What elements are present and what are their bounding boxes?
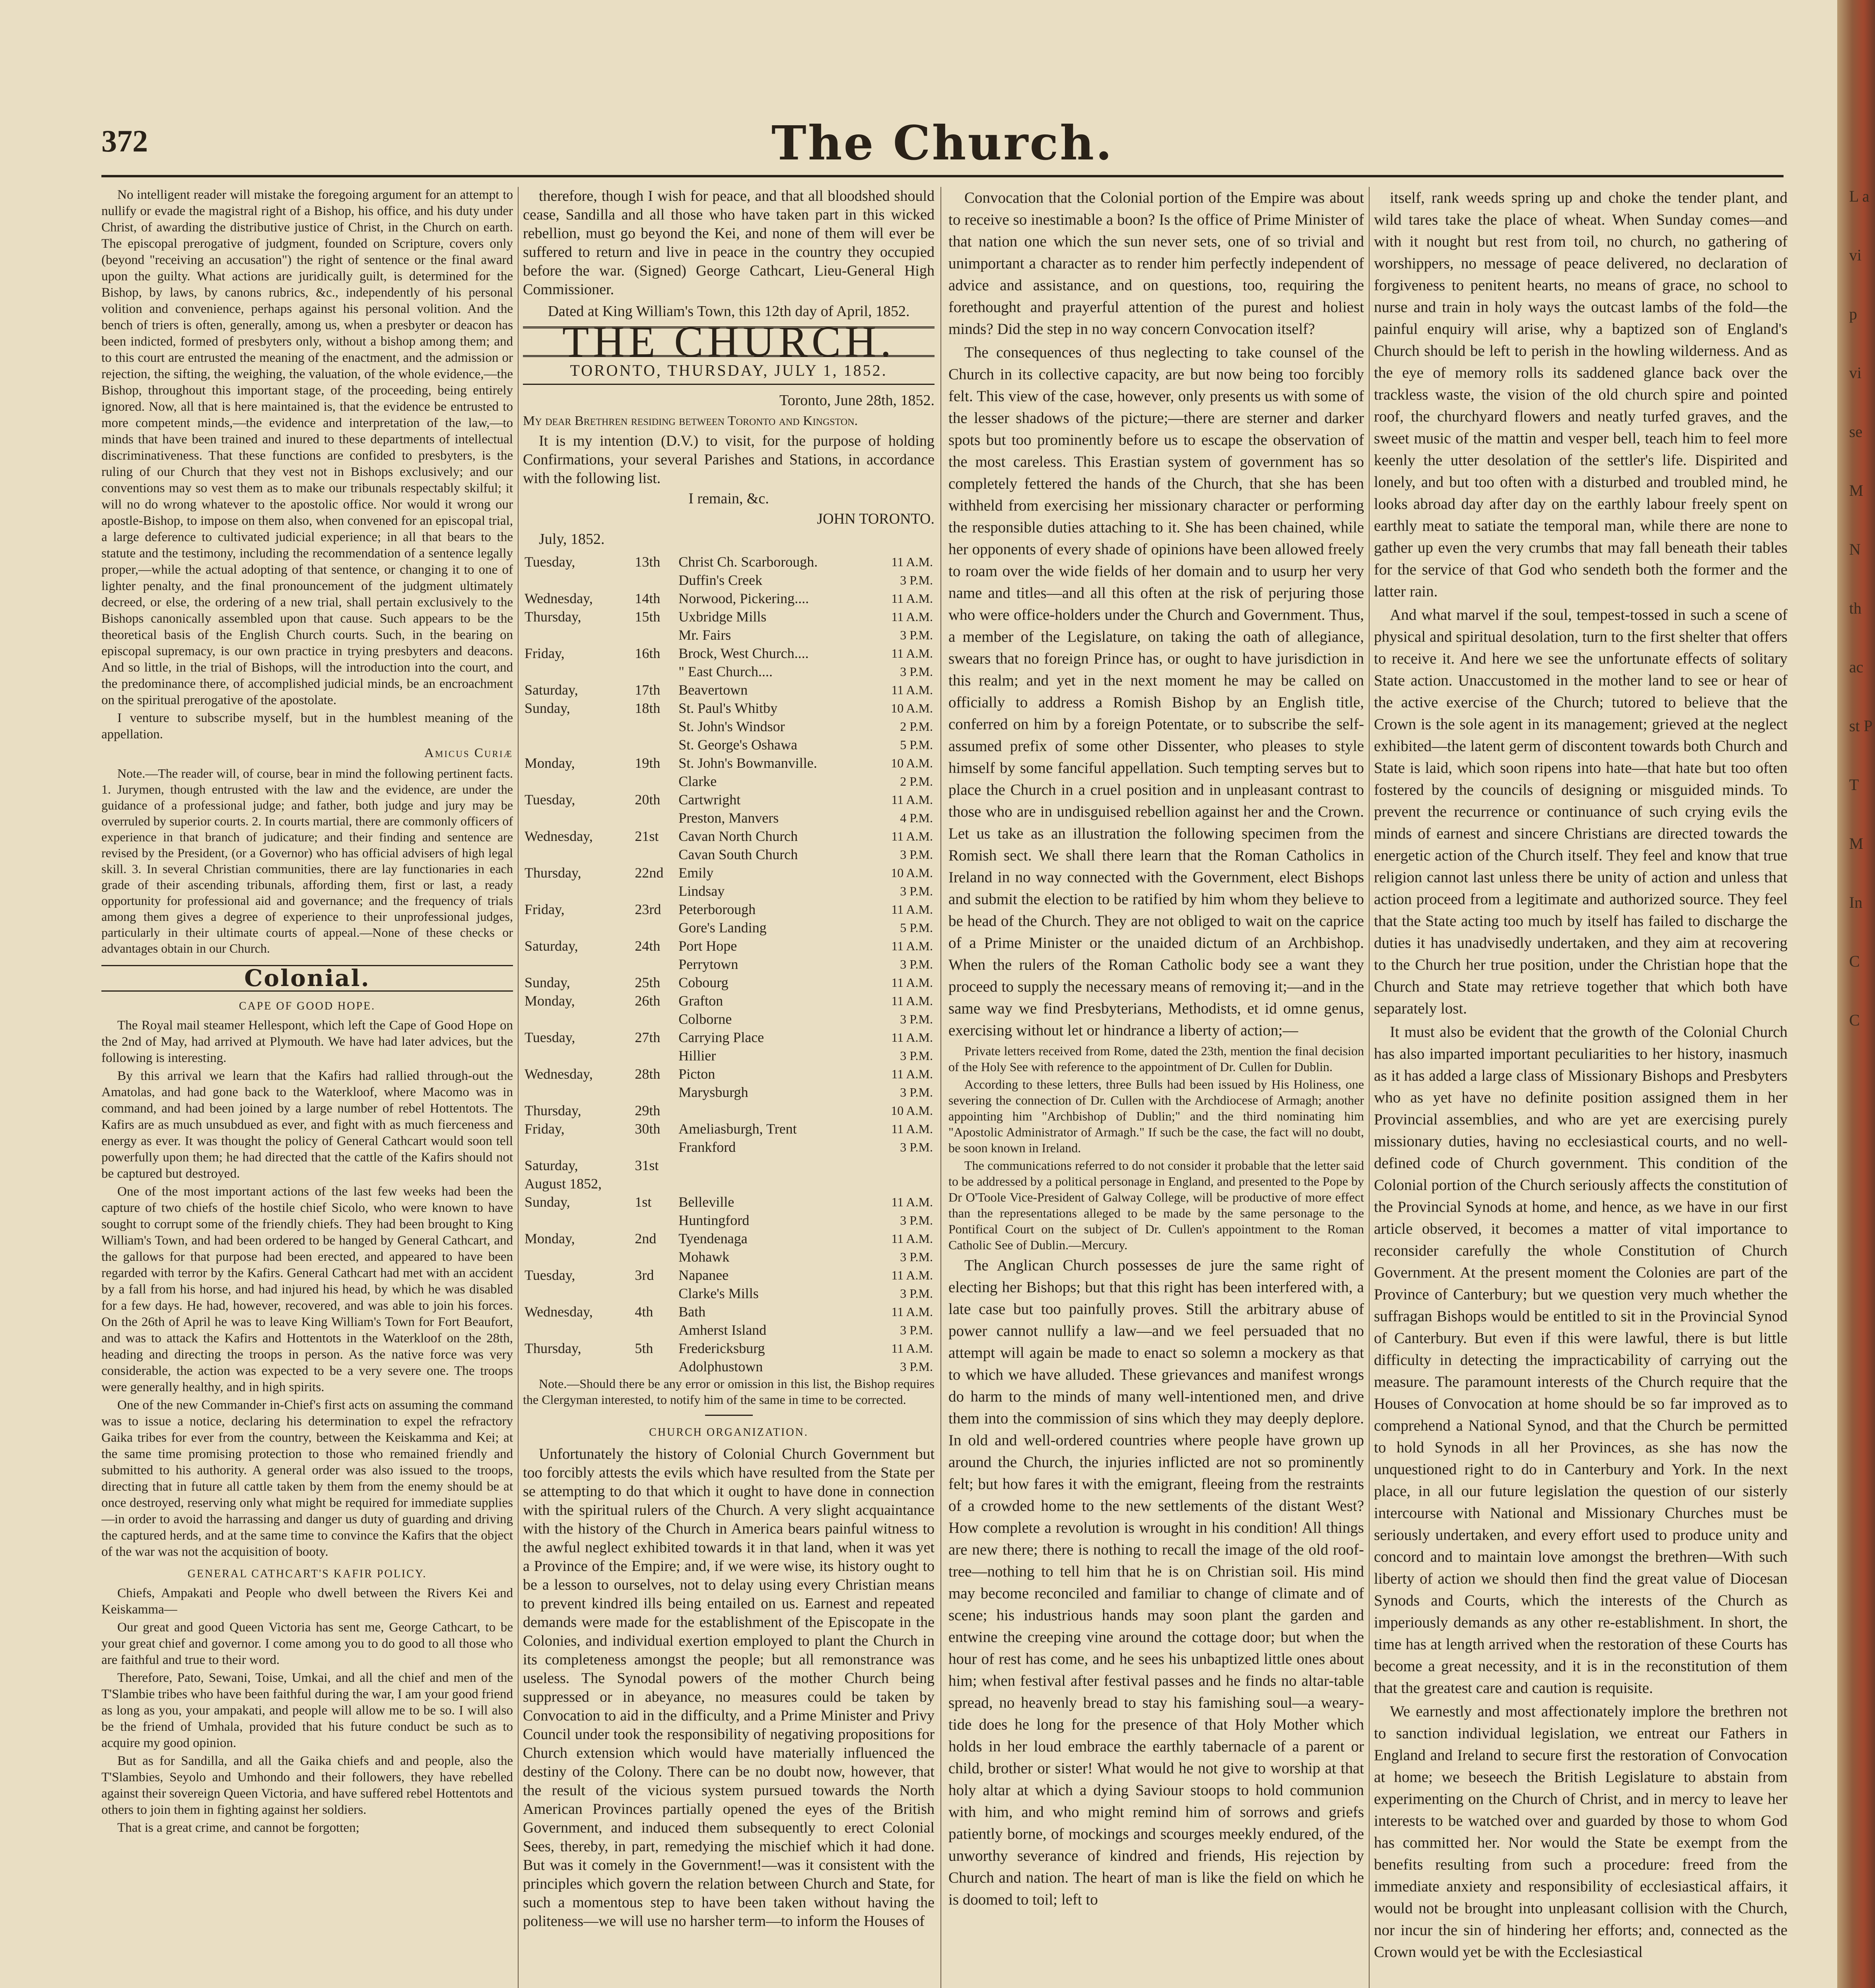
schedule-date: 25th xyxy=(635,975,661,990)
schedule-place: Beavertown xyxy=(678,682,748,698)
paragraph: We earnestly and most affectionately implore the brethren not to sanction individual legislation, we entreat our Fathers in England and Ireland to secure first the restoration of Convocation at home; we beseech the British Legislature to abstain from experimenting on the Church of Christ, and in mercy to leave her interests to be watched over and guarded by those to whom God has committed her. Nor would the State be exempt from the benefits resulting from such a procedure: freed from the immediate anxiety and responsibility of ecclesiastical affairs, it would not be brought into unpleasant collision with the Church, nor incur the sin of hindering her efforts; and, connected as the Crown would yet be with the Ecclesiastical xyxy=(1374,1703,1788,1961)
schedule-place: Napanee xyxy=(678,1267,729,1283)
schedule-date: 28th xyxy=(635,1066,661,1082)
schedule-day: Monday, xyxy=(525,755,575,771)
schedule-date: 15th xyxy=(635,609,661,625)
schedule-row xyxy=(523,1083,935,1101)
schedule-place: Hillier xyxy=(678,1048,716,1064)
schedule-time: 11 A.M. xyxy=(891,792,933,807)
schedule-date: 31st xyxy=(635,1157,659,1173)
schedule-day xyxy=(523,662,633,681)
schedule-date: 21st xyxy=(635,828,659,844)
adjacent-page-margin-text: L a vi p vi se M N th ac st P T M In C C xyxy=(1849,187,1872,1029)
schedule-day xyxy=(523,1046,633,1065)
schedule-row xyxy=(523,900,935,918)
schedule-row xyxy=(523,644,935,662)
schedule-row xyxy=(523,1266,935,1284)
schedule-day: Saturday, xyxy=(525,1157,578,1173)
divider xyxy=(705,1415,753,1416)
schedule-date: 24th xyxy=(635,938,661,954)
schedule-date xyxy=(633,1010,677,1028)
schedule-place: Peterborough xyxy=(678,901,756,917)
schedule-place: St. John's Bowmanville. xyxy=(678,755,817,771)
schedule-date: 27th xyxy=(635,1029,661,1045)
schedule-row xyxy=(523,589,935,608)
paragraph: itself, rank weeds spring up and choke the tender plant, and wild tares take the place of wheat. When Sunday comes—and with it nought but rest from toil, no church, no gathering of worshippers, no message of peace delivered, no declaration of forgiveness to penitent hearts, no means of grace, no school to nurse and train in holy ways the outcast lambs of the fold—the painful enquiry will arise, why a baptized son of England's Church should be left to perish in the howling wilderness. And as the eye of memory rolls its saddened glance back over the trackless waste, the vision of the old church spire and pointed roof, the churchyard flowers and neatly turfed graves, and the sweet music of the mattin and vesper bell, teach him to feel more keenly the utter desolation of the settler's life. Dispirited and lonely, and but too often with a disturbed and troubled mind, he looks abroad day after day on the earthly labour freely spent on earthly meat to satiate the temporal man, while there are none to gather up even the very crumbs that may fall beneath their tables for the service of that God who sendeth both the former and the latter rain. xyxy=(1374,189,1788,600)
schedule-row xyxy=(523,955,935,973)
schedule-place: St. John's Windsor xyxy=(678,718,785,734)
schedule-row xyxy=(523,809,935,827)
schedule-time: 3 P.M. xyxy=(900,1085,933,1099)
paragraph: Our great and good Queen Victoria has sent me, George Cathcart, to be your great chief and governor. I come among you to do good to all those who are faithful and true to their word. xyxy=(101,1620,513,1667)
schedule-day: Wednesday, xyxy=(525,590,593,606)
schedule-date: 2nd xyxy=(635,1231,657,1246)
schedule-place: Clarke xyxy=(678,773,717,789)
schedule-note: Note.—Should there be any error or omission in this list, the Bishop requires the Clergyman interested, to notify him of the same in time to be corrected. xyxy=(523,1376,935,1407)
schedule-place: Brock, West Church.... xyxy=(678,645,809,661)
schedule-place: Colborne xyxy=(678,1011,732,1027)
schedule-place: St. Paul's Whitby xyxy=(678,700,778,716)
schedule-day xyxy=(523,1284,633,1303)
schedule-date: 1st xyxy=(635,1194,652,1210)
schedule-day xyxy=(523,1321,633,1339)
paragraph: That is a great crime, and cannot be forgotten; xyxy=(117,1821,359,1835)
schedule-day: Tuesday, xyxy=(525,792,575,808)
schedule-row xyxy=(523,1284,935,1303)
schedule-day: Saturday, xyxy=(525,682,578,698)
section-title-colonial: Colonial. xyxy=(101,965,513,992)
schedule-place: Lindsay xyxy=(678,883,725,899)
schedule-row xyxy=(523,1156,935,1175)
page-number: 372 xyxy=(101,124,148,158)
schedule-date: 16th xyxy=(635,645,661,661)
column-2 xyxy=(523,187,935,1988)
proclamation-date: Dated at King William's Town, this 12th day of April, 1852. xyxy=(548,303,910,320)
schedule-day xyxy=(523,1138,633,1156)
schedule-date: 3rd xyxy=(635,1267,654,1283)
schedule-row xyxy=(523,608,935,626)
schedule-time: 3 P.M. xyxy=(900,1048,933,1063)
schedule-date xyxy=(633,1138,677,1156)
schedule-date: 18th xyxy=(635,700,661,716)
schedule-time: 11 A.M. xyxy=(891,683,933,697)
paragraph: One of the new Commander in-Chief's first acts on assuming the command was to issue a notice, declaring his determination to expel the refractory Gaika tribes for ever from the country, between the Keiskamma and Kei; at the same time promising protection to those who remained friendly and submitted to his authority. A general order was also issued to the troops, directing that in future all cattle taken by them from the enemy should be at once destroyed, reserving only what might be required for immediate supplies —in order to avoid the harrassing and danger us duty of guarding and driving the captured herds, and at the same time to convince the Kafirs that the object of the war was not the acquisition of booty. xyxy=(101,1398,513,1559)
schedule-place: Cartwright xyxy=(678,792,741,808)
schedule-row xyxy=(523,973,935,992)
schedule-time: 11 A.M. xyxy=(891,555,933,569)
schedule-place: Cavan North Church xyxy=(678,828,798,844)
schedule-day xyxy=(523,809,633,827)
schedule-day: Thursday, xyxy=(525,1103,581,1118)
schedule-place: Bath xyxy=(678,1304,706,1320)
page-header xyxy=(101,115,1784,171)
schedule-date xyxy=(633,955,677,973)
paragraph: The Anglican Church possesses de jure the same right of electing her Bishops; but that this right has been interfered with, a late case but too painfully proves. Still the arbitrary abuse of power cannot nullify a law—and we feel persuaded that no attempt will again be made to enact so solemn a mockery as that to which we have alluded. These grievances and manifest wrongs do harm to the minds of many well-intentioned men, and drive them into the commission of sins which they may deeply deplore. In old and well-ordered countries where people have grown up around the Church, the injuries inflicted are not so prominently felt; but how fares it with the emigrant, fleeing from the restraints of a crowded home to the new settlements of the distant West? How complete a revolution is wrought in his condition! All things are new there; there is nothing to recall the image of the old roof-tree—nothing to tell him that he is on Christian soil. His mind may become reconciled and familiar to change of climate and of scene; his industrious hands may soon plant the garden and entwine the creeping vine around the cottage door; but when the hour of rest has come, and he sees his unbaptized little ones about him; when festival after festival passes and he finds no altar-table spread, no heavenly bread to stay his famishing soul—a weary-tide does he long for the presence of that Holy Mother which holds in her loud embrace the earthly tabernacle of a parent or child, brother or sister! What would he not give to worship at that holy altar at which a dying Saviour stoops to hold communion with him, and who might remind him of sorrows and griefs patiently borne, of mockings and scourges meekly endured, of the unworthy severance of kindred and friends, His rejection by Church and nation. The heart of man is like the field on which he is doomed to toil; left to xyxy=(948,1257,1364,1908)
schedule-date: 20th xyxy=(635,792,661,808)
schedule-row xyxy=(523,1138,935,1156)
paragraph: Chiefs, Ampakati and People who dwell between the Rivers Kei and Keiskamma— xyxy=(101,1586,513,1617)
schedule-date: 13th xyxy=(635,554,661,570)
schedule-date xyxy=(633,882,677,900)
schedule-date: 26th xyxy=(635,993,661,1009)
schedule-place: Clarke's Mills xyxy=(678,1285,759,1301)
schedule-time: 11 A.M. xyxy=(891,1231,933,1246)
schedule-row xyxy=(523,1028,935,1046)
schedule-row xyxy=(523,1321,935,1339)
schedule-row xyxy=(523,845,935,864)
schedule-day: Wednesday, xyxy=(525,828,593,844)
paragraph: And what marvel if the soul, tempest-tossed in such a scene of physical and spiritual desolation, turn to the first shelter that offers to receive it. And here we see the unfortunate effects of solitary State action. Unaccustomed in the mother land to see or hear of the active exercise of the Church; tutored to believe that the Crown is the sole agent in its management; grieved at the neglect exhibited—the latent germ of discontent towards both Church and State is laid, which soon ripens into hate—that hate but too often fostered by the councils of designing or misguided minds. To prevent the recurrence or continuance of such crying evils the minds of earnest and sincere Christians are directed towards the energetic action of the Church itself. They feel and know that true religion cannot last unless there be unity of action and unless that action proceed from a legitimate and authorized source. They feel that the State acting too much by itself has failed to discharge the duties it has unadvisedly undertaken, and they aim at recovering to the Church her true position, under the Christian hope that the Church and State may retrieve together that which both have separately lost. xyxy=(1374,606,1788,1017)
schedule-time xyxy=(872,1175,935,1193)
schedule-place xyxy=(677,1156,872,1175)
paragraph: Convocation that the Colonial portion of the Empire was about to receive so inestimable a boon? Is the office of Prime Minister of that nation one which the sun never sets, one of so trivial and unimportant a character as to render him perfectly independent of advice and assistance, and on questions, too, requiring the forethought and prayerful attention of the purest and holiest minds? Did the step in no way concern Convocation itself? xyxy=(948,189,1364,338)
schedule-row xyxy=(523,754,935,772)
paragraph: By this arrival we learn that the Kafirs had rallied through-out the Amatolas, and had gone back to the Waterkloof, where Macomo was in command, and had been joined by a large number of rebel Hottentots. The Kafirs are as much unsubdued as ever, and fight with as much fierceness and energy as ever. It was thought the policy of General Cathcart would soon tell powerfully upon them; he had directed that the cattle of the Kafirs should not be captured but destroyed. xyxy=(101,1069,513,1181)
schedule-place: Christ Ch. Scarborough. xyxy=(678,554,818,570)
schedule-day: August 1852, xyxy=(525,1176,602,1192)
schedule-row xyxy=(523,790,935,809)
schedule-place: Perrytown xyxy=(678,956,738,972)
schedule-place: Huntingford xyxy=(678,1212,750,1228)
schedule-day: Tuesday, xyxy=(525,1029,575,1045)
schedule-time: 11 A.M. xyxy=(891,975,933,990)
schedule-time: 2 P.M. xyxy=(900,719,933,734)
schedule-day: Sunday, xyxy=(525,1194,570,1210)
schedule-time: 11 A.M. xyxy=(891,610,933,624)
schedule-day: Wednesday, xyxy=(525,1304,593,1320)
schedule-time: 3 P.M. xyxy=(900,847,933,862)
schedule-date: 4th xyxy=(635,1304,653,1320)
schedule-date xyxy=(633,1211,677,1229)
schedule-place: Duffin's Creek xyxy=(678,572,762,588)
schedule-time: 11 A.M. xyxy=(891,1030,933,1044)
schedule-day: Thursday, xyxy=(525,865,581,881)
schedule-date: 5th xyxy=(635,1340,653,1356)
schedule-place: Gore's Landing xyxy=(678,920,767,936)
schedule-date xyxy=(633,845,677,864)
schedule-place: Mohawk xyxy=(678,1249,730,1265)
schedule-time: 11 A.M. xyxy=(891,1195,933,1209)
schedule-row xyxy=(523,1046,935,1065)
schedule-date: 30th xyxy=(635,1121,661,1137)
masthead: The Church. xyxy=(771,115,1114,171)
column-rule xyxy=(1369,187,1370,1988)
schedule-place: Ameliasburgh, Trent xyxy=(678,1121,797,1137)
schedule-row xyxy=(523,571,935,589)
schedule-row xyxy=(523,1175,935,1193)
schedule-day xyxy=(523,882,633,900)
schedule-date: 22nd xyxy=(635,865,664,881)
schedule-time: 4 P.M. xyxy=(900,811,933,825)
schedule-place: Cobourg xyxy=(678,975,729,990)
schedule-time: 3 P.M. xyxy=(900,1359,933,1374)
confirmation-schedule xyxy=(523,553,935,1376)
schedule-date: 23rd xyxy=(635,901,661,917)
schedule-time: 10 A.M. xyxy=(891,756,933,770)
schedule-row xyxy=(523,1101,935,1120)
paragraph: I venture to subscribe myself, but in the humblest meaning of the appellation. xyxy=(101,711,513,742)
editorial-dateline: TORONTO, THURSDAY, JULY 1, 1852. xyxy=(523,361,935,385)
schedule-place: Preston, Manvers xyxy=(678,810,779,826)
schedule-place: Grafton xyxy=(678,993,723,1009)
schedule-row xyxy=(523,937,935,955)
schedule-date xyxy=(633,772,677,790)
paragraph: It is my intention (D.V.) to visit, for the purpose of holding Confirmations, your several Parishes and Stations, in accordance with the following list. xyxy=(523,433,935,487)
schedule-time: 11 A.M. xyxy=(891,994,933,1008)
schedule-day xyxy=(523,717,633,736)
schedule-row xyxy=(523,918,935,937)
schedule-row xyxy=(523,626,935,644)
schedule-day xyxy=(523,1211,633,1229)
schedule-time: 3 P.M. xyxy=(900,1213,933,1227)
schedule-date xyxy=(633,1357,677,1376)
column-rule xyxy=(518,187,519,1988)
subheading-policy: GENERAL CATHCART'S KAFIR POLICY. xyxy=(187,1568,427,1580)
schedule-row xyxy=(523,1357,935,1376)
paragraph: The Royal mail steamer Hellespont, which left the Cape of Good Hope on the 2nd of May, had arrived at Plymouth. We have had later advices, but the following is interesting. xyxy=(101,1018,513,1065)
schedule-row xyxy=(523,827,935,845)
schedule-time: 10 A.M. xyxy=(891,1103,933,1118)
schedule-row xyxy=(523,864,935,882)
quoted-paragraph: According to these letters, three Bulls had been issued by His Holiness, one severing the connection of Dr. Cullen with the Archdiocese of Armagh; another appointing him "Archbishop of Dublin;" and the third nominating him "Apostolic Administrator of Armagh." If such be the case, the fact will no doubt, be soon known in Ireland. xyxy=(948,1077,1364,1155)
letter-closing: I remain, &c. xyxy=(688,490,769,507)
schedule-place: Mr. Fairs xyxy=(678,627,731,643)
letter-body xyxy=(101,187,513,743)
schedule-time: 11 A.M. xyxy=(891,1067,933,1081)
schedule-date xyxy=(633,1284,677,1303)
schedule-time: 11 A.M. xyxy=(891,646,933,660)
schedule-place: Amherst Island xyxy=(678,1322,767,1338)
schedule-time: 3 P.M. xyxy=(900,957,933,971)
schedule-day xyxy=(523,1357,633,1376)
schedule-time: 11 A.M. xyxy=(891,591,933,606)
paragraph: Therefore, Pato, Sewani, Toise, Umkai, and all the chief and men of the T'Slambie tribes who have been faithful during the war, I am your good friend as long as you, your ampakati, and people will allow me to be so. I will also be the friend of Umhala, provided that his future conduct be such as to acquire my good opinion. xyxy=(101,1671,513,1750)
schedule-row xyxy=(523,699,935,717)
schedule-day xyxy=(523,845,633,864)
schedule-place: Cavan South Church xyxy=(678,846,798,862)
schedule-day: Thursday, xyxy=(525,1340,581,1356)
schedule-row xyxy=(523,1229,935,1248)
schedule-day: Sunday, xyxy=(525,700,570,716)
editorial-title: THE CHURCH. xyxy=(523,326,935,357)
note-paragraph: Note.—The reader will, of course, bear in mind the following pertinent facts. 1. Jurymen, though entrusted with the law and the evidence, are under the guidance of a professional judge; and father, both judge and jury may be overruled by superior courts. 2. In courts martial, there are commonly officers of experience in that branch of judicature; and their finding and sentence are revised by the President, (or a Governor) who has official advisers of high legal skill. 3. In several Christian communities, there are lay functionaries in each grade of their ascending tribunals, affording them, first or last, a ready opportunity for professional aid and governance; and the frequency of trials among them gives a degree of experience to their unprofessional judges, particularly in their ultimate courts of appeal.—None of these checks or advantages obtain in our Church. xyxy=(101,766,513,955)
schedule-time: 11 A.M. xyxy=(891,939,933,953)
schedule-time xyxy=(872,1156,935,1175)
schedule-place: Marysburgh xyxy=(678,1084,748,1100)
schedule-time: 3 P.M. xyxy=(900,628,933,642)
schedule-day: Thursday, xyxy=(525,609,581,625)
schedule-day: Tuesday, xyxy=(525,1267,575,1283)
schedule-day: Friday, xyxy=(525,1121,565,1137)
schedule-time: 3 P.M. xyxy=(900,1286,933,1301)
schedule-place: Port Hope xyxy=(678,938,737,954)
schedule-row xyxy=(523,717,935,736)
schedule-day: Wednesday, xyxy=(525,1066,593,1082)
column-rule xyxy=(940,187,941,1988)
schedule-time: 5 P.M. xyxy=(900,738,933,752)
schedule-date xyxy=(633,1248,677,1266)
schedule-date xyxy=(633,1046,677,1065)
schedule-row xyxy=(523,772,935,790)
schedule-place: Carrying Place xyxy=(678,1029,764,1045)
schedule-row xyxy=(523,662,935,681)
schedule-place xyxy=(677,1101,872,1120)
schedule-time: 3 P.M. xyxy=(900,1140,933,1154)
schedule-place: Belleville xyxy=(678,1194,734,1210)
schedule-heading: July, 1852. xyxy=(539,531,605,547)
letter-signoff: JOHN TORONTO. xyxy=(817,511,935,527)
paragraph: therefore, though I wish for peace, and that all bloodshed should cease, Sandilla and all those who have taken part in this wicked rebellion, must go beyond the Kei, and none of them will ever be suffered to return and live in peace in the country they occupied before the war. (Signed) George Cathcart, Lieu-General High Commissioner. xyxy=(523,188,935,298)
schedule-row xyxy=(523,1248,935,1266)
schedule-day xyxy=(523,772,633,790)
schedule-day xyxy=(523,736,633,754)
schedule-day xyxy=(523,626,633,644)
letter-date: Toronto, June 28th, 1852. xyxy=(779,392,935,409)
schedule-row xyxy=(523,1211,935,1229)
schedule-row xyxy=(523,882,935,900)
schedule-time: 3 P.M. xyxy=(900,1012,933,1026)
paragraph: One of the most important actions of the last few weeks had been the capture of two chiefs of the hostile chief Sicolo, who were known to have sought to corrupt some of the friendly chiefs. They had been brought to King William's Town, and had been ordered to be hanged by General Cathcart, and the gallows for that purpose had been erected, and appeared to have been regarded with terror by the Kafirs. General Cathcart had met with an accident by a fall from his horse, and had injured his head, by which he was disabled for a few days. He had, however, recovered, and was able to join his forces. On the 26th of April he was to leave King William's Town for Fort Beaufort, and was to attack the Kafirs and Hottentots in the Waterkloof on the 28th, heading and directing the troops in person. As the native force was very considerable, the action was expected to be a very severe one. The troops were generally healthy, and in high spirits. xyxy=(101,1184,513,1394)
column-3 xyxy=(948,187,1364,1988)
schedule-row xyxy=(523,1120,935,1138)
schedule-day xyxy=(523,1083,633,1101)
paragraph: Unfortunately the history of Colonial Church Government but too forcibly attests the evils which have resulted from the State per se attempting to do that which it ought to have done in connection with the spiritual rulers of the Church. A very slight acquaintance with the history of the Church in America bears painful witness to the awful neglect exhibited towards it in that land, when it was yet a Province of the Empire; and, if we were wise, its history ought to be a lesson to ourselves, not to delay using every Christian means to prevent kindred ills being entailed on us. Earnest and repeated demands were made for the establishment of the Episcopate in the Colonies, and individual exertion employed to plant the Church in its completeness amongst the people; but all remonstrance was useless. The Synodal powers of the mother Church being suppressed or in abeyance, no measures could be taken by Convocation to aid in the difficulty, and a Prime Minister and Privy Council under took the responsibility of negativing propositions for Church extension which would have materially influenced the destiny of the Colony. There can be no doubt now, however, that the result of the vicious system pursued towards the North American Provinces partially opened the eyes of the British Government, and induced them subsequently to erect Colonial Sees, thereby, in part, remedying the mischief which it had done. But was it comely in the Government!—was it consistent with the principles which govern the relation between Church and State, for such a momentous step to have been taken without having the politeness—we will use no harsher term—to inform the Houses of xyxy=(523,1446,935,1930)
column-4 xyxy=(1374,187,1788,1988)
schedule-row xyxy=(523,1303,935,1321)
schedule-date xyxy=(633,1083,677,1101)
letter-signature: Amicus Curiæ xyxy=(424,746,513,760)
paragraph: But as for Sandilla, and all the Gaika chiefs and and people, also the T'Slambies, Seyolo and Umhondo and their followers, they have rebelled against their sovereign Queen Victoria, and have suffered rebel Hottentots and others to join them in fighting against her soldiers. xyxy=(101,1754,513,1817)
quoted-paragraph: Private letters received from Rome, dated the 23th, mention the final decision of the Holy See with reference to the appointment of Dr. Cullen for Dublin. xyxy=(948,1044,1364,1074)
schedule-day: Sunday, xyxy=(525,975,570,990)
schedule-day: Friday, xyxy=(525,645,565,661)
schedule-place: Picton xyxy=(678,1066,715,1082)
schedule-date: 19th xyxy=(635,755,661,771)
schedule-place xyxy=(677,1175,872,1193)
schedule-place: Adolphustown xyxy=(678,1359,763,1375)
schedule-time: 3 P.M. xyxy=(900,884,933,898)
schedule-place: Uxbridge Mills xyxy=(678,609,767,625)
schedule-day: Monday, xyxy=(525,1231,575,1246)
schedule-date: 29th xyxy=(635,1103,661,1118)
schedule-day: Friday, xyxy=(525,901,565,917)
quoted-paragraph: The communications referred to do not consider it probable that the letter said to be addressed by a political personage in England, and presented to the Pope by Dr O'Toole Vice-President of Galway College, will be productive of more effect than the representations alleged to be made by the same personage to the Pontifical Court on the subject of Dr. Cullen's appointment to the Roman Catholic See of Dublin.—Mercury. xyxy=(948,1158,1364,1252)
schedule-place: " East Church.... xyxy=(678,664,773,679)
schedule-day: Saturday, xyxy=(525,938,578,954)
schedule-row xyxy=(523,1010,935,1028)
schedule-time: 10 A.M. xyxy=(891,866,933,880)
schedule-date xyxy=(633,1321,677,1339)
schedule-row xyxy=(523,681,935,699)
schedule-time: 2 P.M. xyxy=(900,774,933,788)
schedule-date xyxy=(633,662,677,681)
header-rule xyxy=(101,175,1784,177)
schedule-time: 3 P.M. xyxy=(900,664,933,679)
schedule-date xyxy=(633,571,677,589)
schedule-time: 5 P.M. xyxy=(900,920,933,935)
schedule-date xyxy=(633,1175,677,1193)
schedule-day xyxy=(523,918,633,937)
schedule-date xyxy=(633,736,677,754)
schedule-row xyxy=(523,1339,935,1357)
schedule-day xyxy=(523,571,633,589)
schedule-time: 3 P.M. xyxy=(900,1250,933,1264)
schedule-day: Monday, xyxy=(525,993,575,1009)
schedule-time: 3 P.M. xyxy=(900,1323,933,1337)
subheading-organization: CHURCH ORGANIZATION. xyxy=(649,1426,808,1439)
schedule-day xyxy=(523,1010,633,1028)
schedule-place: Fredericksburg xyxy=(678,1340,765,1356)
schedule-time: 10 A.M. xyxy=(891,701,933,715)
schedule-time: 11 A.M. xyxy=(891,1305,933,1319)
schedule-date xyxy=(633,626,677,644)
schedule-date xyxy=(633,717,677,736)
subheading-cape: CAPE OF GOOD HOPE. xyxy=(239,1000,376,1012)
schedule-row xyxy=(523,1065,935,1083)
schedule-time: 11 A.M. xyxy=(891,829,933,843)
schedule-row xyxy=(523,553,935,571)
schedule-time: 11 A.M. xyxy=(891,1341,933,1355)
schedule-row xyxy=(523,992,935,1010)
letter-salutation: My dear Brethren residing between Toronto and Kingston. xyxy=(523,414,858,428)
schedule-date: 14th xyxy=(635,590,661,606)
schedule-time: 11 A.M. xyxy=(891,1122,933,1136)
schedule-place: Emily xyxy=(678,865,714,881)
schedule-date xyxy=(633,809,677,827)
schedule-date xyxy=(633,918,677,937)
paragraph: The consequences of thus neglecting to take counsel of the Church in its collective capacity, are but now being too forcibly felt. This view of the case, however, only presents us with some of the lesser shadows of the picture;—there are sterner and darker spots but too prominently before us to escape the observation of the most careless. This Erastian system of government has so completely fettered the hands of the Church, that she has been withheld from exercising her missionary character or performing the responsible duties attaching to it. She has been chained, while her opponents of every shade of opinions have been allowed freely to roam over the wide fields of her domain and to usurp her very name and titles—and all this often at the risk of perjuring those who were office-holders under the Church and Government. Thus, a member of the Legislature, on taking the oath of allegiance, swears that no foreign Prince has, or ought to have jurisdiction in this realm; and yet in the next moment he may be called on officially to address a Romish Bishop by an English title, conferred on him by a foreign Potentate, or to subscribe the self-assumed prefix of some other Dissenter, who pleases to style himself by some fanciful appellation. Such tempting serves but to place the Church in a cruel position and in unpleasant contrast to those who are in undisguised rebellion against her and the Crown. Let us take as an illustration the following specimen from the Romish sect. We shall there learn that the Roman Catholics in Ireland in no way connected with the Government, elect Bishops and submit the election to be ratified by him whom they believe to be head of the Church. They are not obliged to wait on the caprice of a Prime Minister or the unaided dictum of an Archbishop. When the rulers of the Roman Catholic body see a want they proceed to supply the necessary means of removing it;—and in the same way we find Presbyterians, Methodists, et id omne genus, exercising without let or hindrance a liberty of action;— xyxy=(948,344,1364,1039)
schedule-day: Tuesday, xyxy=(525,554,575,570)
schedule-time: 3 P.M. xyxy=(900,573,933,587)
schedule-place: St. George's Oshawa xyxy=(678,737,797,753)
schedule-place: Tyendenaga xyxy=(678,1231,748,1246)
column-1 xyxy=(101,187,513,1988)
schedule-date: 17th xyxy=(635,682,661,698)
schedule-day xyxy=(523,955,633,973)
schedule-row xyxy=(523,736,935,754)
schedule-day xyxy=(523,1248,633,1266)
schedule-place: Norwood, Pickering.... xyxy=(678,590,809,606)
schedule-row xyxy=(523,1193,935,1211)
paragraph: No intelligent reader will mistake the foregoing argument for an attempt to nullify or evade the magistral right of a Bishop, his office, and his duty under Christ, of awarding the distributive justice of Christ, in the Church on earth. The episcopal prerogative of judgment, founded on Scripture, covers only (beyond "receiving an accusation") the right of sentence or the final award upon the guilty. What actions are juridically guilt, is determined for the Bishop, by laws, by canons rubrics, &c., independently of his personal volition and convenience, perhaps against his personal volition. And the bench of triers is often, generally, among us, when a presbyter or deacon has been indicted, formed of presbyters only, without a bishop among them; and to this court are entrusted the meaning of the enactment, and the admission or rejection, the sifting, the weighing, the valuation, of the whole evidence,—the Bishop, throughout this important stage, of the proceeding, being entirely ignored. Now, all that is here maintained is, that the evidence be entrusted to more competent minds,—the evidence and interpretation of the law,—to minds that have been trained and inured to these departments of intellectual discriminativeness. That these functions are confided to presbyters, is the ruling of our Church that they vest not in Bishops exclusively; and our conventions may so vest them as to make our tribunals respectably skilful; it will no do wrong whatever to the apostolic office. Nor would it wrong our apostle-Bishop, to impose on them also, when convened for an episcopal trial, a large deference to cultivated judicial experience; in all that bears to the statute and the testimony, including the recommendation of a sentence legally proper,—while the actual adopting of that sentence, or changing it to one of lighter penalty, and the final pronouncement of the judgment ultimately decreed, or else, the ordering of a new trial, shall pertain exclusively to the Bishops canonically assembled upon that cause. Such appears to be the theoretical basis of the English Church courts. Such, in the bearing on episcopal supremacy, is our own practice in trying presbyters and deacons. And so little, in the trial of Bishops, will the introduction into the court, and the predominance there, of accomplished judicial minds, be an encroachment on the spiritual prerogative of the apostolate. xyxy=(101,188,513,707)
schedule-time: 11 A.M. xyxy=(891,902,933,916)
schedule-place: Frankford xyxy=(678,1139,736,1155)
paragraph: It must also be evident that the growth of the Colonial Church has also imparted important peculiarities to her history, inasmuch as it has added a large class of Missionary Bishops and Presbyters who as yet have no definite position assigned them in her Provincial assemblies, and who are yet are exercising purely missionary duties, having no ecclesiastical courts, and no well-defined code of Church government. This condition of the Colonial portion of the Church seriously affects the constitution of the Provincial Synods at home, and hence, as we have in our first article observed, it becomes a matter of vital importance to reconsider carefully the whole Constitution of Church Government. At the present moment the Colonies are part of the Province of Canterbury; but we question very much whether the suffragan Bishops would be entitled to sit in the Provincial Synod of Canterbury. But even if this were lawful, there is but little difficulty in detecting the impracticability of carrying out the measure. The paramount interests of the Church require that the Houses of Convocation at home should be so far improved as to comprehend a National Synod, and that the Church be permitted to hold Synods in all her Provinces, as she has now the unquestioned right to do in Canterbury and York. In the next place, in all our future legislation the question of our sisterly intercourse with National and Missionary Churches must be seriously undertaken, and every effort used to produce unity and concord and to maintain love amongst the brethren—With such liberty of action we should then find the great value of Diocesan Synods and Courts, which the interests of the Church as imperiously demands as any other re-establishment. In short, the time has at length arrived when the restoration of these Courts has become a great necessity, and it is in the reconstitution of them that the greatest care and caution is requisite. xyxy=(1374,1023,1788,1697)
schedule-time: 11 A.M. xyxy=(891,1268,933,1282)
